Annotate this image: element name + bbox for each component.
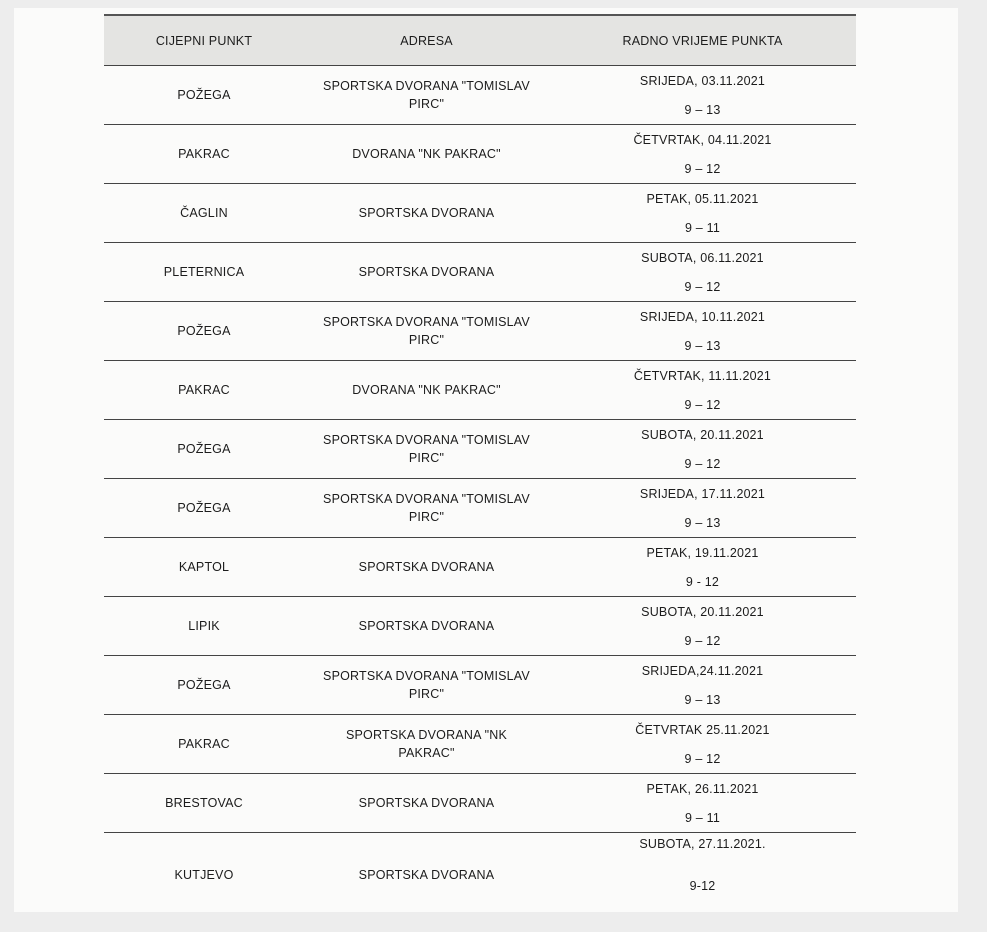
- date-text: PETAK, 26.11.2021: [646, 782, 759, 796]
- table-row: [104, 833, 856, 917]
- time-text: 9 – 11: [684, 221, 721, 235]
- cell-point: BRESTOVAC: [165, 796, 243, 810]
- date-text: ČETVRTAK, 04.11.2021: [633, 133, 772, 147]
- address-text: SPORTSKA DVORANA: [358, 796, 495, 810]
- cell-address: [304, 774, 549, 832]
- cell-hours: [549, 361, 856, 419]
- cell-point: PLETERNICA: [163, 265, 245, 279]
- date-text: SUBOTA, 20.11.2021: [641, 428, 764, 442]
- address-text: SPORTSKA DVORANA "TOMISLAV PIRC": [323, 669, 530, 701]
- time-text: 9 – 12: [684, 634, 721, 648]
- date-text: SUBOTA, 06.11.2021: [641, 251, 764, 265]
- table-row: [104, 184, 856, 243]
- cell-address: [304, 361, 549, 419]
- cell-hours: [549, 774, 856, 832]
- cell-address: [304, 302, 549, 360]
- cell-address: [304, 479, 549, 537]
- cell-hours: [549, 66, 856, 124]
- cell-point: POŽEGA: [177, 88, 231, 102]
- cell-point: PAKRAC: [178, 383, 230, 397]
- cell-point: PAKRAC: [178, 147, 230, 161]
- time-text: 9 – 11: [684, 811, 721, 825]
- cell-hours: [549, 184, 856, 242]
- table-row: [104, 302, 856, 361]
- address-text: SPORTSKA DVORANA: [358, 619, 495, 633]
- cell-point: POŽEGA: [177, 442, 231, 456]
- date-text: SRIJEDA, 17.11.2021: [639, 487, 766, 501]
- table-row: [104, 361, 856, 420]
- address-text: SPORTSKA DVORANA: [358, 265, 495, 279]
- cell-point: PAKRAC: [178, 737, 230, 751]
- cell-address: [304, 125, 549, 183]
- address-text: SPORTSKA DVORANA "NK PAKRAC": [345, 728, 508, 760]
- cell-address: [304, 243, 549, 301]
- date-text: SUBOTA, 20.11.2021: [641, 605, 764, 619]
- cell-address: [304, 538, 549, 596]
- vaccination-schedule-table: [104, 14, 856, 917]
- address-text: SPORTSKA DVORANA "TOMISLAV PIRC": [323, 315, 530, 347]
- document-page: [14, 8, 958, 912]
- cell-address: [304, 656, 549, 714]
- date-text: PETAK, 19.11.2021: [646, 546, 759, 560]
- time-text: 9-12: [689, 879, 716, 893]
- cell-hours: [549, 420, 856, 478]
- date-text: ČETVRTAK 25.11.2021: [635, 723, 770, 737]
- cell-point: POŽEGA: [177, 501, 231, 515]
- date-text: ČETVRTAK, 11.11.2021: [633, 369, 772, 383]
- time-text: 9 – 13: [684, 103, 721, 117]
- table-row: [104, 715, 856, 774]
- cell-hours: [549, 597, 856, 655]
- time-text: 9 - 12: [685, 575, 720, 589]
- time-text: 9 – 13: [684, 693, 721, 707]
- header-point: CIJEPNI PUNKT: [155, 33, 253, 48]
- cell-address: [304, 184, 549, 242]
- cell-address: [304, 420, 549, 478]
- cell-hours: [549, 479, 856, 537]
- cell-point: ČAGLIN: [180, 206, 228, 220]
- time-text: 9 – 12: [684, 280, 721, 294]
- cell-hours: [549, 302, 856, 360]
- table-row: [104, 538, 856, 597]
- table-header: [104, 14, 856, 66]
- table-row: [104, 774, 856, 833]
- date-text: SRIJEDA, 10.11.2021: [639, 310, 766, 324]
- table-row: [104, 66, 856, 125]
- date-text: SUBOTA, 27.11.2021.: [639, 837, 766, 851]
- cell-address: [304, 833, 549, 917]
- cell-address: [304, 66, 549, 124]
- address-text: SPORTSKA DVORANA "TOMISLAV PIRC": [323, 79, 530, 111]
- time-text: 9 – 13: [684, 516, 721, 530]
- table-row: [104, 125, 856, 184]
- table-row: [104, 656, 856, 715]
- table-row: [104, 243, 856, 302]
- address-text: DVORANA "NK PAKRAC": [352, 383, 501, 397]
- time-text: 9 – 13: [684, 339, 721, 353]
- date-text: PETAK, 05.11.2021: [646, 192, 759, 206]
- header-hours: RADNO VRIJEME PUNKTA: [622, 33, 783, 48]
- address-text: SPORTSKA DVORANA: [358, 560, 495, 574]
- cell-hours: [549, 656, 856, 714]
- cell-point: KUTJEVO: [174, 868, 234, 882]
- address-text: SPORTSKA DVORANA "TOMISLAV PIRC": [323, 433, 530, 465]
- header-address: ADRESA: [400, 33, 453, 48]
- address-text: SPORTSKA DVORANA: [358, 868, 495, 882]
- cell-point: POŽEGA: [177, 678, 231, 692]
- table-row: [104, 597, 856, 656]
- time-text: 9 – 12: [684, 162, 721, 176]
- date-text: SRIJEDA, 03.11.2021: [639, 74, 766, 88]
- cell-hours: [549, 833, 856, 917]
- address-text: DVORANA "NK PAKRAC": [352, 147, 501, 161]
- table-row: [104, 420, 856, 479]
- time-text: 9 – 12: [684, 752, 721, 766]
- cell-point: KAPTOL: [178, 560, 230, 574]
- time-text: 9 – 12: [684, 457, 721, 471]
- time-text: 9 – 12: [684, 398, 721, 412]
- cell-address: [304, 715, 549, 773]
- date-text: SRIJEDA,24.11.2021: [641, 664, 764, 678]
- cell-hours: [549, 125, 856, 183]
- cell-hours: [549, 538, 856, 596]
- address-text: SPORTSKA DVORANA: [358, 206, 495, 220]
- table-row: [104, 479, 856, 538]
- cell-hours: [549, 243, 856, 301]
- address-text: SPORTSKA DVORANA "TOMISLAV PIRC": [323, 492, 530, 524]
- cell-hours: [549, 715, 856, 773]
- cell-address: [304, 597, 549, 655]
- cell-point: LIPIK: [188, 619, 220, 633]
- cell-point: POŽEGA: [177, 324, 231, 338]
